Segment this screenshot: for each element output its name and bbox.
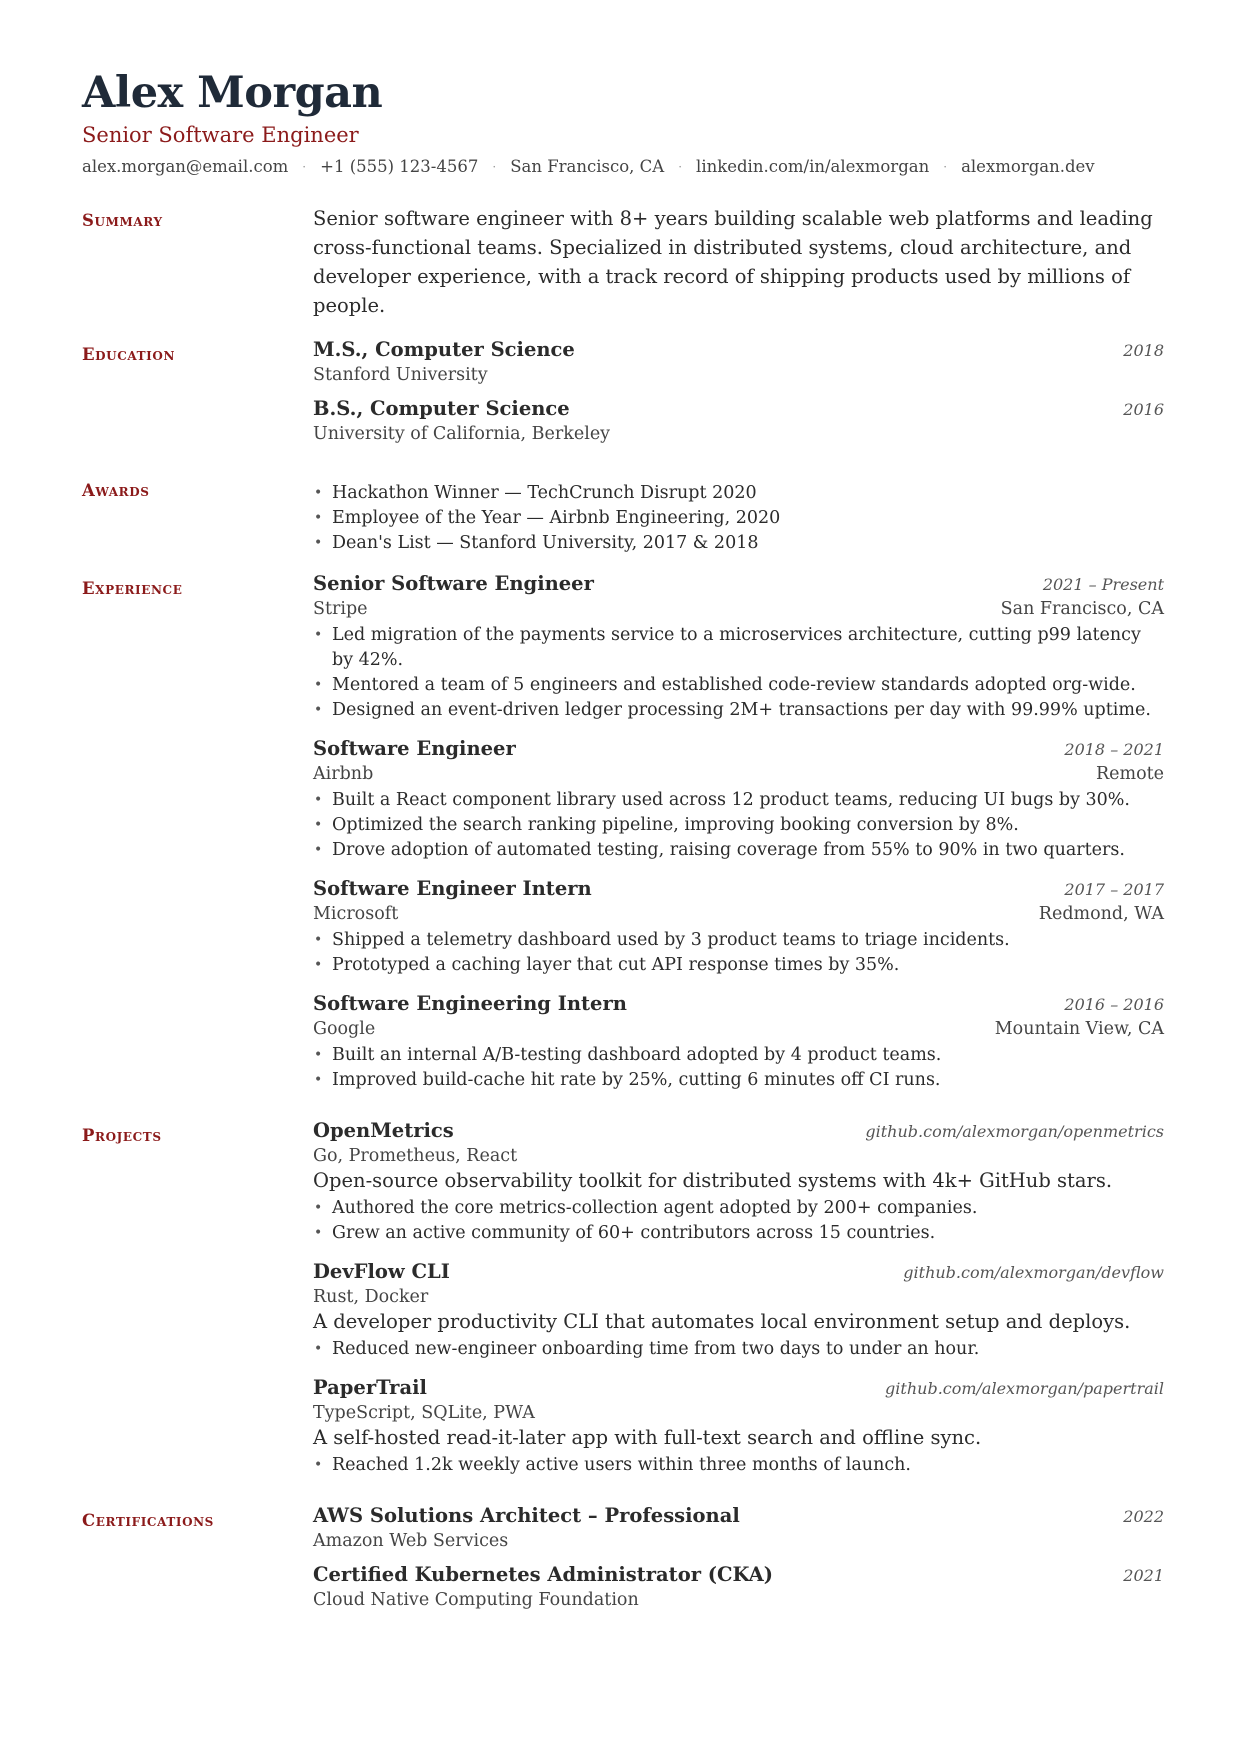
education-section — [82, 338, 1164, 458]
job-bullets — [313, 1043, 1164, 1093]
certification-year: 2022 — [1123, 1507, 1164, 1527]
education-year: 2018 — [1123, 341, 1164, 361]
project-name: PaperTrail — [313, 1376, 427, 1400]
education-year: 2016 — [1123, 400, 1164, 420]
job-bullet: • Shipped a telemetry dashboard used by 3 product teams to triage incidents. — [313, 928, 1164, 953]
project-description: Open-source observability toolkit for distributed systems with 4k+ GitHub stars. — [313, 1169, 1113, 1193]
job-location: San Francisco, CA — [1000, 599, 1164, 620]
experience-section — [82, 572, 1164, 1107]
job-location: Mountain View, CA — [994, 1019, 1164, 1040]
experience-entry — [313, 877, 1164, 978]
education-entry — [313, 338, 1164, 385]
project-name: DevFlow CLI — [313, 1260, 450, 1284]
project-link[interactable]: github.com/alexmorgan/papertrail — [885, 1379, 1164, 1399]
certification-entry — [313, 1504, 1164, 1551]
certification-name: Certified Kubernetes Administrator (CKA) — [313, 1563, 774, 1587]
contact-phone[interactable]: +1 (555) 123-4567 — [320, 157, 479, 177]
projects-section — [82, 1119, 1164, 1492]
project-name: OpenMetrics — [313, 1119, 454, 1143]
certification-entry — [313, 1563, 1164, 1610]
award-item: • Hackathon Winner — TechCrunch Disrupt 2020 — [313, 481, 1164, 506]
project-stack: Go, Prometheus, React — [313, 1146, 518, 1167]
summary-text: Senior software engineer with 8+ years building scalable web platforms and leading cross-functional teams. Specialized in distributed systems, cloud architecture, and developer experience, with a track record of shipping products used by millions of people. — [313, 207, 1153, 318]
job-bullet: • Mentored a team of 5 engineers and established code-review standards adopted org-wide. — [313, 673, 1164, 698]
summary-section — [82, 204, 1164, 320]
project-bullets — [313, 1337, 1164, 1362]
project-link[interactable]: github.com/alexmorgan/openmetrics — [865, 1122, 1164, 1142]
job-bullet: • Drove adoption of automated testing, raising coverage from 55% to 90% in two quarters. — [313, 838, 1164, 863]
project-entry — [313, 1119, 1164, 1246]
job-location: Redmond, WA — [1038, 904, 1164, 925]
job-role: Software Engineering Intern — [313, 992, 627, 1016]
job-bullets — [313, 623, 1164, 723]
job-bullet: • Built an internal A/B-testing dashboard adopted by 4 product teams. — [313, 1043, 1164, 1068]
job-bullet: • Led migration of the payments service to a microservices architecture, cutting p99 latency by 42%. — [313, 623, 1164, 673]
project-stack: Rust, Docker — [313, 1287, 429, 1308]
contact-location: San Francisco, CA — [510, 157, 665, 177]
job-company: Google — [313, 1019, 376, 1040]
section-title-experience: Experience — [82, 579, 183, 599]
job-bullet: • Prototyped a caching layer that cut API response times by 35%. — [313, 953, 1164, 978]
resume-header — [82, 70, 1164, 176]
award-item: • Dean's List — Stanford University, 2017 & 2018 — [313, 531, 1164, 556]
project-bullets — [313, 1453, 1164, 1478]
section-title-certifications: Certifications — [82, 1511, 214, 1531]
job-bullet: • Designed an event-driven ledger processing 2M+ transactions per day with 99.99% uptime. — [313, 698, 1164, 723]
section-title-education: Education — [82, 345, 176, 365]
awards-section — [82, 474, 1164, 556]
award-item: • Employee of the Year — Airbnb Engineering, 2020 — [313, 506, 1164, 531]
section-title-summary: Summary — [82, 211, 163, 231]
job-dates: 2016 – 2016 — [1064, 995, 1164, 1015]
education-degree: M.S., Computer Science — [313, 338, 575, 362]
job-company: Stripe — [313, 599, 368, 620]
education-school: Stanford University — [313, 365, 488, 386]
education-entry — [313, 397, 1164, 444]
job-bullets — [313, 928, 1164, 978]
job-dates: 2021 – Present — [1042, 575, 1164, 595]
project-bullet: • Authored the core metrics-collection agent adopted by 200+ companies. — [313, 1196, 1164, 1221]
job-role: Software Engineer Intern — [313, 877, 592, 901]
awards-list — [313, 481, 1164, 556]
project-description: A self-hosted read-it-later app with full-text search and offline sync. — [313, 1426, 982, 1450]
certifications-section — [82, 1504, 1164, 1624]
section-title-projects: Projects — [82, 1126, 162, 1146]
job-bullet: • Built a React component library used across 12 product teams, reducing UI bugs by 30%. — [313, 788, 1164, 813]
job-bullet: • Optimized the search ranking pipeline, improving booking conversion by 8%. — [313, 813, 1164, 838]
contact-line — [82, 157, 1164, 176]
job-company: Airbnb — [313, 764, 374, 785]
job-bullets — [313, 788, 1164, 863]
job-bullet: • Improved build-cache hit rate by 25%, cutting 6 minutes off CI runs. — [313, 1068, 1164, 1093]
project-bullet: • Reduced new-engineer onboarding time from two days to under an hour. — [313, 1337, 1164, 1362]
project-link[interactable]: github.com/alexmorgan/devflow — [903, 1263, 1164, 1283]
experience-entry — [313, 572, 1164, 723]
project-bullets — [313, 1196, 1164, 1246]
education-degree: B.S., Computer Science — [313, 397, 570, 421]
candidate-title: Senior Software Engineer — [82, 123, 359, 148]
project-entry — [313, 1376, 1164, 1478]
job-dates: 2018 – 2021 — [1064, 740, 1164, 760]
certification-issuer: Cloud Native Computing Foundation — [313, 1590, 639, 1611]
experience-entry — [313, 992, 1164, 1093]
candidate-name: Alex Morgan — [82, 68, 383, 118]
contact-separator: · — [492, 159, 497, 174]
job-role: Senior Software Engineer — [313, 572, 594, 596]
certification-issuer: Amazon Web Services — [313, 1531, 509, 1552]
section-title-awards: Awards — [82, 481, 150, 501]
project-bullet: • Grew an active community of 60+ contributors across 15 countries. — [313, 1221, 1164, 1246]
contact-linkedin[interactable]: linkedin.com/in/alexmorgan — [696, 157, 930, 177]
project-description: A developer productivity CLI that automates local environment setup and deploys. — [313, 1310, 1131, 1334]
contact-separator: · — [302, 159, 307, 174]
project-entry — [313, 1260, 1164, 1362]
job-company: Microsoft — [313, 904, 399, 925]
certification-year: 2021 — [1123, 1566, 1164, 1586]
experience-entry — [313, 737, 1164, 863]
job-location: Remote — [1095, 764, 1164, 785]
job-dates: 2017 – 2017 — [1064, 880, 1164, 900]
contact-separator: · — [943, 159, 948, 174]
contact-separator: · — [678, 159, 683, 174]
certification-name: AWS Solutions Architect – Professional — [313, 1504, 740, 1528]
contact-email[interactable]: alex.morgan@email.com — [82, 157, 289, 177]
job-role: Software Engineer — [313, 737, 516, 761]
education-school: University of California, Berkeley — [313, 424, 611, 445]
project-stack: TypeScript, SQLite, PWA — [313, 1403, 535, 1424]
project-bullet: • Reached 1.2k weekly active users within three months of launch. — [313, 1453, 1164, 1478]
contact-website[interactable]: alexmorgan.dev — [961, 157, 1095, 177]
